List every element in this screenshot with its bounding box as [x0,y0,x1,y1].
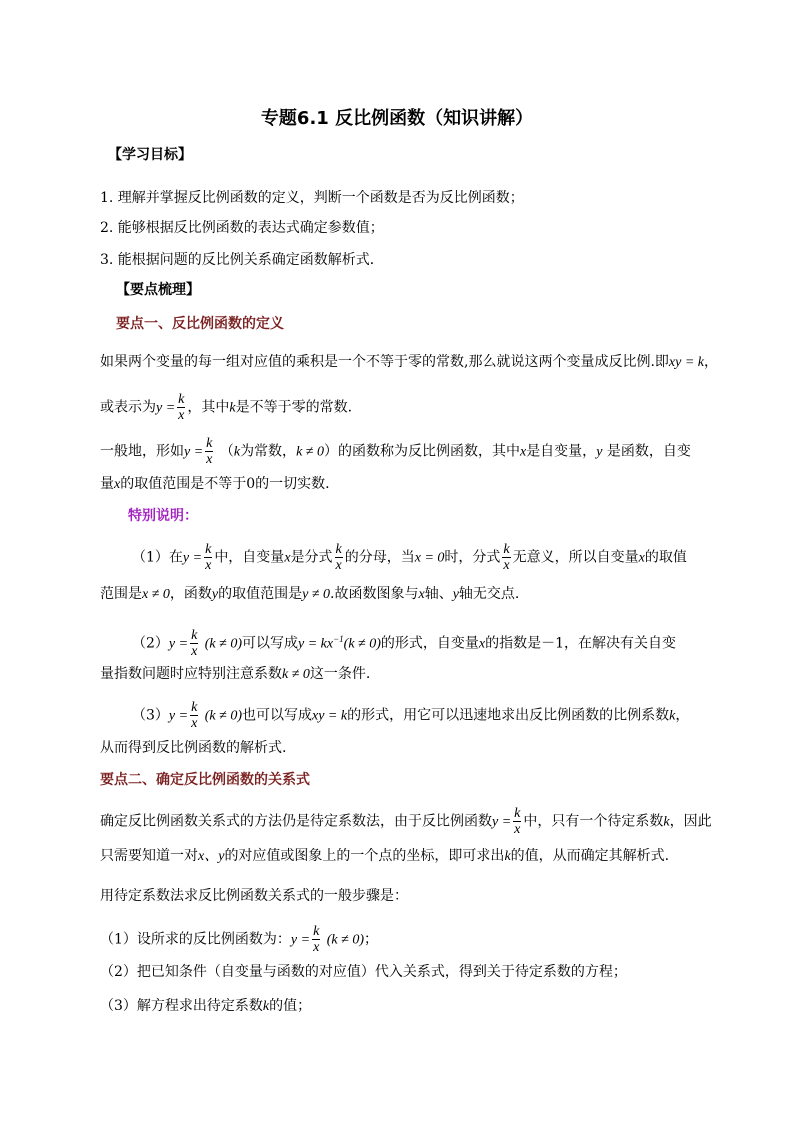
denominator: x [313,940,320,955]
step-2: （2）把已知条件（自变量与函数的对应值）代入关系式，得到关于待定系数的方程； [100,964,627,980]
step-3 [100,996,311,1017]
text: 中，只有一个待定系数 [523,813,664,830]
formula-y: y = [156,400,176,416]
text: 时，分式 [444,549,501,566]
formula-k-ne-0: (k ≠ 0) [204,708,242,724]
point2-line-1 [100,806,712,837]
point2-heading: 要点二、确定反比例函数的关系式 [100,772,310,788]
text: 的值，从而确定其解析式. [510,848,670,864]
formula-k-ne-0: (k ≠ 0) [343,636,381,652]
numerator: k [178,392,185,407]
text: （3） [132,707,169,724]
var-x: x [284,550,291,566]
note-1-line-2 [100,584,519,605]
step-1 [100,924,378,955]
text: 一般地，形如 [100,443,184,460]
numerator: k [503,542,510,557]
formula-y: y = [290,932,311,948]
formula-y: y = [182,550,203,566]
denominator: x [206,452,213,467]
formula-y-kx-inv: y = kx [298,636,334,652]
text: （1）设所求的反比例函数为： [100,931,291,948]
special-label: 特别说明： [128,508,198,524]
text: （3）解方程求出待定系数 [100,998,263,1014]
formula-xy-k: xy = k [668,355,704,370]
numerator: k [206,436,213,451]
page-title: 专题6.1 反比例函数（知识讲解） [260,108,534,129]
goals-heading: 【学习目标】 [108,147,192,163]
denominator: x [335,558,342,573]
text: 确定反比例函数关系式的方法仍是待定系数法，由于反比例函数 [100,813,492,830]
text: 无意义，所以自变量 [512,549,639,566]
goal-2: 2. 能够根据反比例函数的表达式确定参数值； [100,220,384,236]
var-x: x [114,477,121,492]
note-2-line-1 [132,628,676,659]
var-y: y [452,587,459,602]
denominator: x [205,558,212,573]
fraction-k-over-x [312,924,320,955]
denominator: x [191,644,198,659]
fraction-k-over-x [190,700,198,731]
text: 是不等于零的常数. [235,399,353,416]
denominator: x [191,716,198,731]
formula-y: y = [492,814,512,830]
var-y: y [596,444,603,460]
var-xy-pair: x、y [198,849,225,864]
point2-line-2 [100,846,669,867]
text: 量 [100,476,114,492]
text: ，其中 [187,399,230,416]
point1-line-3 [100,436,691,467]
numerator: k [191,700,198,715]
numerator: k [313,924,320,939]
var-k: k [233,444,241,460]
text: 可以写成 [242,635,298,652]
text: 或表示为 [100,399,156,416]
fraction-k-over-x [335,542,343,573]
text: 的值； [269,998,312,1014]
text: 量指数问题时应特别注意系数 [100,666,282,682]
point1-heading: 要点一、反比例函数的定义 [116,316,284,332]
note-2-line-2 [100,664,370,685]
text: 的取值范围是 [218,586,303,602]
text: 这一条件. [309,666,371,682]
text: 是自变量， [526,443,597,460]
point1-line-1 [100,352,718,373]
text: （ [219,443,234,460]
text: 轴、 [424,586,453,602]
var-x: x [638,550,645,566]
text: 范围是 [100,586,142,602]
point2-line-3: 用待定系数法求反比例函数关系式的一般步骤是： [100,888,408,904]
text: 的形式，用它可以迅速地求出反比例函数的比例系数 [347,707,670,724]
numerator: k [191,628,198,643]
var-x: x [418,587,425,602]
text: 的对应值或图象上的一个点的坐标，即可求出 [224,848,505,864]
fraction-k-over-x [204,542,212,573]
text: ，函数 [169,586,212,602]
text: ）的函数称为反比例函数，其中 [323,443,520,460]
text: ； [364,931,378,948]
note-3-line-1 [132,700,689,731]
text: 为常数， [240,443,297,460]
numerator: k [514,806,521,821]
var-x: x [519,444,527,460]
var-k: k [262,999,270,1014]
formula-k-ne-0: (k ≠ 0) [204,636,242,652]
text: 中，自变量 [214,549,285,566]
var-x: x [478,636,486,652]
denominator: x [178,408,185,423]
text: （1）在 [132,549,183,566]
points-heading: 【要点梳理】 [116,282,200,298]
fraction-k-over-x [205,436,213,467]
var-k: k [663,814,670,830]
denominator: x [503,558,510,573]
fraction-k-over-x [513,806,521,837]
exponent: −1 [333,633,344,644]
numerator: k [335,542,342,557]
formula-k-ne-0: k ≠ 0 [282,667,310,682]
text: ， [704,354,718,370]
formula-y: y = [184,444,204,460]
goal-1: 1. 理解并掌握反比例函数的定义，判断一个函数是否为反比例函数； [100,190,524,206]
text: 的取值范围是不等于0的一切实数. [120,476,330,492]
text: 轴无交点. [458,586,520,602]
fraction-k-over-x [190,628,198,659]
text: .故函数图象与 [330,586,419,602]
text: 是分式 [290,549,333,566]
note-1-line-1 [132,542,687,573]
text: ， [675,707,690,724]
text: 也可以写成 [242,707,312,724]
var-k: k [669,708,676,724]
formula-k-ne-0: k ≠ 0 [296,444,324,460]
fraction-k-over-x [502,542,510,573]
formula-k-ne-0: (k ≠ 0) [326,932,364,948]
text: ，因此 [669,813,712,830]
formula-x-eq-0: x = 0 [414,550,445,566]
formula-xy-k: xy = k [312,708,348,724]
formula-x-ne-0: x ≠ 0 [142,587,170,602]
point1-line-2 [100,392,352,423]
fraction-k-over-x [177,392,185,423]
var-k: k [504,849,511,864]
text: （2） [132,635,169,652]
text: 如果两个变量的每一组对应值的乘积是一个不等于零的常数,那么就说这两个变量成反比例.即 [100,354,669,370]
numerator: k [205,542,212,557]
formula-y: y = [168,708,189,724]
var-k: k [229,400,236,416]
text: 只需要知道一对 [100,848,198,864]
note-3-line-2: 从而得到反比例函数的解析式. [100,740,287,756]
denominator: x [514,822,521,837]
var-y: y [211,587,219,602]
text: 的分母，当 [344,549,415,566]
formula-y: y = [168,636,189,652]
text: 是函数，自变 [602,443,691,460]
point1-line-4 [100,474,330,495]
formula-y-ne-0: y ≠ 0 [302,587,331,602]
text: 的指数是－1，在解决有关自变 [485,635,677,652]
goal-3: 3. 能根据问题的反比例关系确定函数解析式． [100,252,384,268]
text: 的取值 [644,549,687,566]
text: 的形式，自变量 [380,635,479,652]
